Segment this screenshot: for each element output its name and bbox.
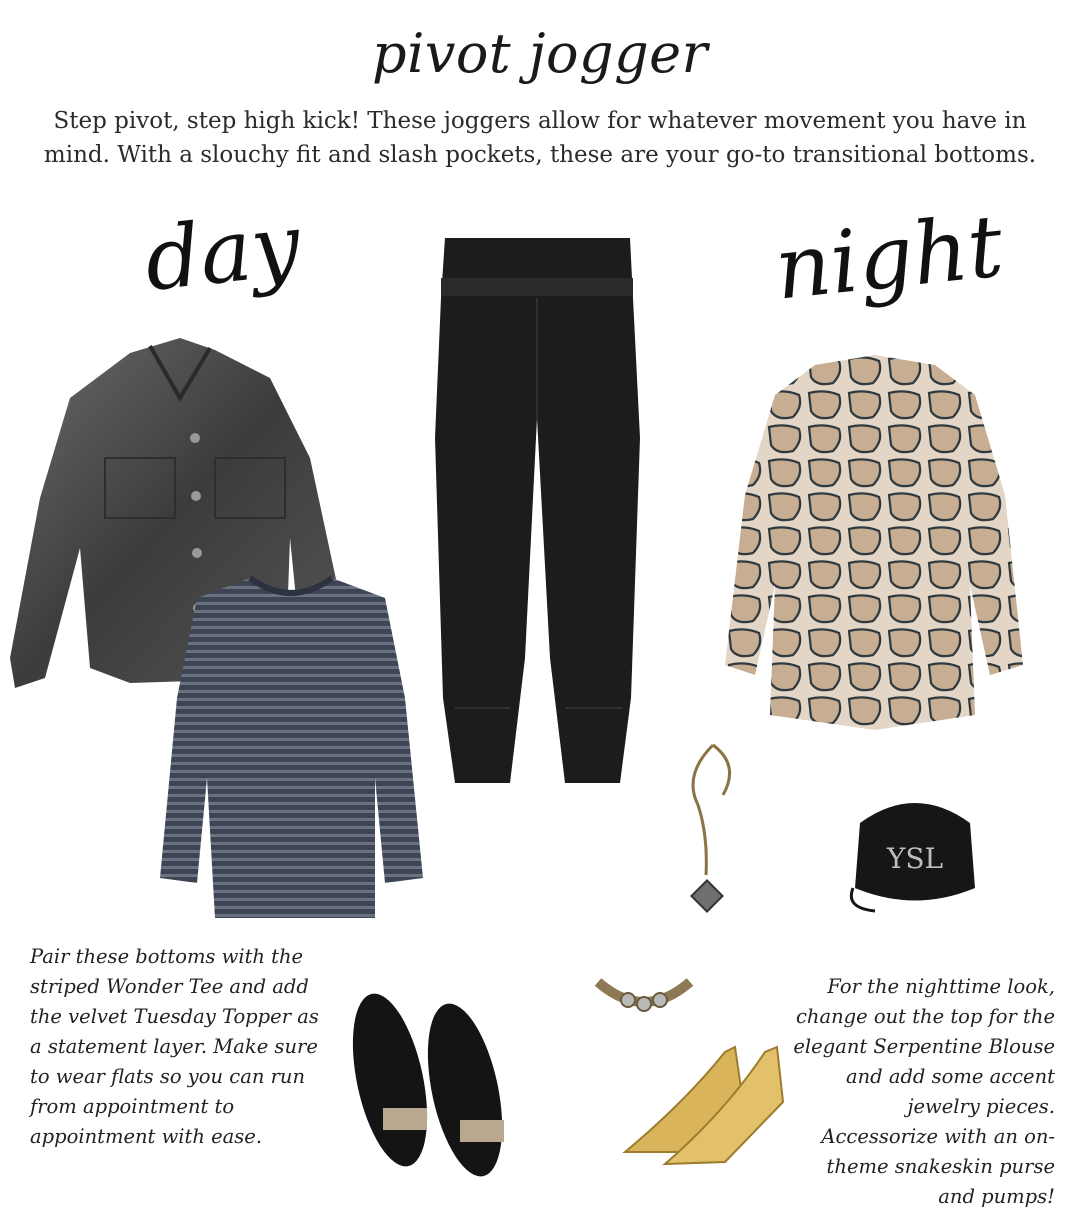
- jogger-pants-icon: [435, 238, 640, 783]
- snakeskin-purse-icon: [835, 793, 997, 915]
- jeweled-ring-icon: [588, 962, 700, 1030]
- day-label: day: [140, 195, 305, 311]
- striped-tee-icon: [155, 578, 427, 923]
- snakeskin-blouse-icon: [725, 355, 1023, 730]
- intro-paragraph: Step pivot, step high kick! These joggers allow for whatever movement you have in mind. With a slouchy fit and slash pockets, these are your go-to transitional bottoms.: [43, 108, 1037, 168]
- page-title: pivot jogger: [372, 22, 708, 85]
- pendant-necklace-icon: [678, 735, 748, 920]
- svg-text:YSL: YSL: [886, 842, 944, 875]
- bow-flats-icon: [345, 990, 510, 1180]
- day-caption: Pair these bottoms with the striped Wonder Tee and add the velvet Tuesday Topper as a statement layer. Make sure to wear flats so you can run from appointment to appointment with ease.: [30, 945, 319, 1148]
- night-caption: For the nighttime look, change out the top for the elegant Serpentine Blouse and add some accent jewelry pieces. Accessorize with an on-theme snakeskin purse and pumps!: [793, 975, 1055, 1208]
- gold-pumps-icon: [625, 1042, 787, 1167]
- night-label: night: [770, 196, 1008, 320]
